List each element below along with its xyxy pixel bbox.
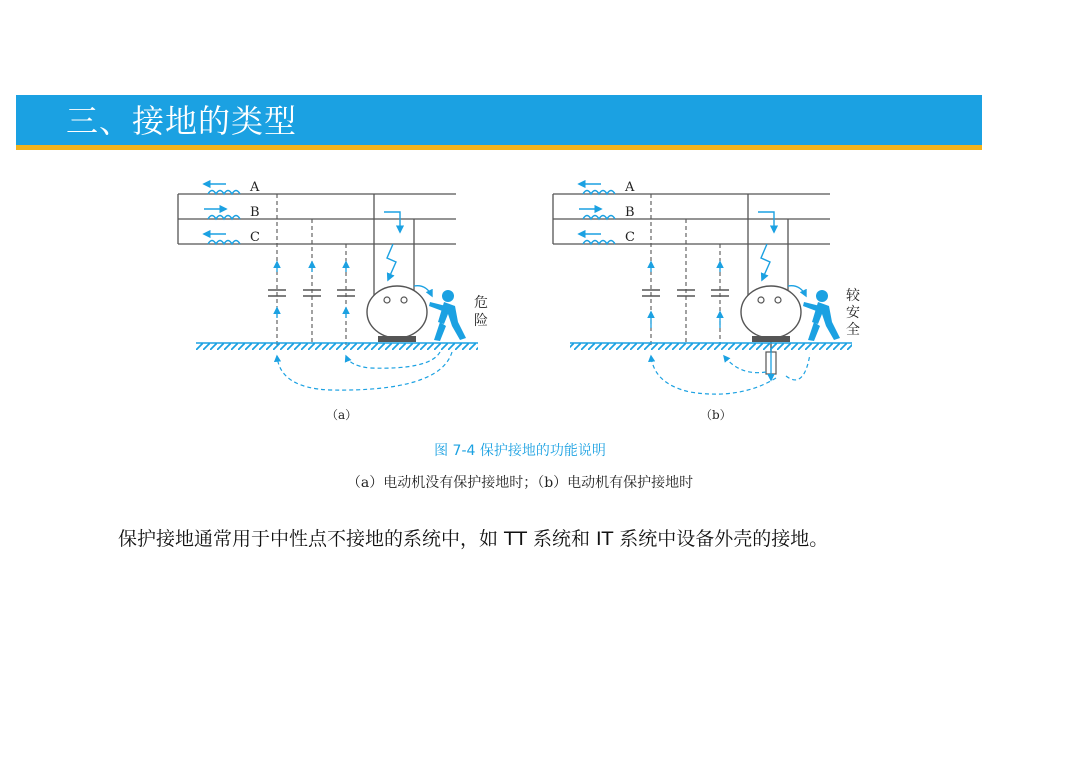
figure-caption-title: 图 7-4 保护接地的功能说明 <box>434 443 606 459</box>
phase-label-b: B <box>250 205 260 220</box>
ground-hatch <box>570 343 852 350</box>
status-text-line2: 险 <box>474 313 488 329</box>
motor <box>367 286 427 342</box>
person-icon <box>429 290 466 341</box>
phase-label-a: A <box>625 180 635 195</box>
transformer-coils <box>583 191 615 245</box>
panel-b-label: （b） <box>700 408 732 422</box>
panel-b <box>553 180 861 422</box>
status-text-line3: 全 <box>846 322 860 338</box>
person-icon <box>803 290 840 341</box>
slide-title: 三、接地的类型 <box>66 102 298 140</box>
phase-label-b: B <box>625 205 635 220</box>
status-text-line1: 较 <box>846 288 860 304</box>
body-paragraph: 保护接地通常用于中性点不接地的系统中，如 TT 系统和 IT 系统中设备外壳的接地。 <box>118 528 829 550</box>
panel-a <box>178 180 488 422</box>
phase-label-c: C <box>625 230 635 245</box>
transformer-coils <box>208 191 240 245</box>
panel-a-label: （a） <box>326 408 358 422</box>
motor <box>741 286 801 342</box>
phase-label-a: A <box>250 180 260 195</box>
figure-caption-subtitle: （a）电动机没有保护接地时；（b）电动机有保护接地时 <box>346 475 694 491</box>
status-text-line1: 危 <box>474 295 488 311</box>
phase-label-c: C <box>250 230 260 245</box>
ground-hatch <box>196 343 478 350</box>
status-text-line2: 安 <box>846 305 860 321</box>
